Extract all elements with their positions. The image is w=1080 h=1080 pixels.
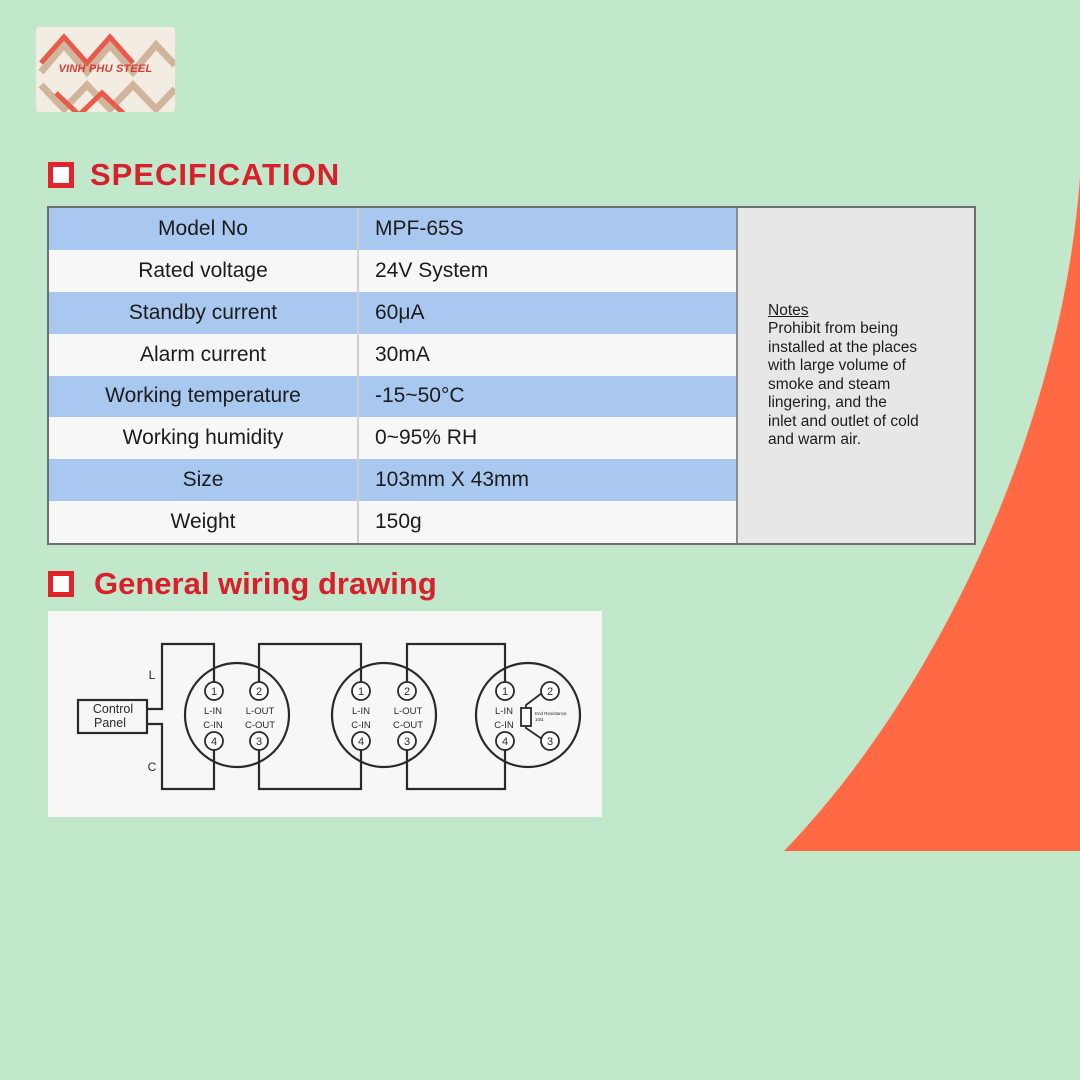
table-row — [49, 208, 736, 250]
terminal-number: 2 — [255, 686, 263, 698]
spec-value: 30mA — [358, 334, 736, 376]
table-row — [49, 376, 736, 418]
notes-line: smoke and steam — [768, 375, 891, 393]
square-bullet-icon — [48, 571, 74, 597]
spec-label: Working humidity — [49, 417, 358, 459]
terminal-number: 3 — [546, 736, 554, 748]
notes-line: inlet and outlet of cold — [768, 412, 919, 430]
spec-value: 0~95% RH — [358, 417, 736, 459]
table-row — [49, 501, 736, 543]
end-resistance-label: End Resistance — [535, 711, 567, 716]
spec-value: 24V System — [358, 250, 736, 292]
notes-title: Notes — [768, 301, 809, 319]
terminal-label: L-IN — [204, 706, 222, 717]
line-l-label: L — [148, 668, 156, 682]
notes-line: lingering, and the — [768, 394, 887, 411]
terminal-label: C-IN — [351, 720, 371, 731]
spec-label: Standby current — [49, 292, 358, 334]
terminal-label: C-IN — [203, 720, 223, 731]
specification-table — [49, 208, 736, 543]
spec-value: 103mm X 43mm — [358, 459, 736, 501]
notes-line: installed at the places — [768, 338, 918, 356]
table-row — [49, 292, 736, 334]
notes-line: and warm air. — [768, 431, 862, 448]
end-resistor-icon — [521, 693, 542, 739]
table-row — [49, 334, 736, 376]
specification-title: SPECIFICATION — [90, 157, 341, 192]
notes-line: with large volume of — [768, 357, 906, 374]
notes-line: Prohibit from being — [768, 320, 899, 337]
terminal-number: 2 — [403, 686, 411, 698]
terminal-number: 1 — [501, 686, 509, 698]
terminal-number: 4 — [210, 736, 218, 748]
spec-label: Rated voltage — [49, 250, 358, 292]
terminal-number: 1 — [210, 686, 218, 698]
wiring-title: General wiring drawing — [94, 566, 437, 601]
terminal-label: C-IN — [494, 720, 514, 731]
terminal-label: L-IN — [352, 706, 370, 717]
brand-name: VINH PHU STEEL — [58, 63, 153, 75]
spec-label: Working temperature — [49, 376, 358, 418]
notes-box — [736, 208, 974, 543]
terminal-number: 4 — [357, 736, 365, 748]
terminal-label: L-IN — [495, 706, 513, 717]
table-row — [49, 459, 736, 501]
wiring-diagram-svg — [48, 611, 602, 817]
brand-logo — [36, 27, 175, 112]
line-c-label: C — [147, 760, 157, 774]
spec-value: 150g — [358, 501, 736, 543]
terminal-number: 4 — [501, 736, 509, 748]
spec-label: Model No — [49, 208, 358, 250]
terminal-label: C-OUT — [244, 720, 276, 731]
spec-value: -15~50°C — [358, 376, 736, 418]
wiring-heading — [48, 566, 437, 602]
terminal-label: L-OUT — [245, 706, 275, 717]
specification-panel — [47, 206, 976, 545]
spec-label: Alarm current — [49, 334, 358, 376]
terminal-number: 1 — [357, 686, 365, 698]
control-panel-label: Panel — [94, 716, 126, 730]
terminal-number: 3 — [403, 736, 411, 748]
wiring-diagram — [48, 611, 602, 817]
end-resistance-value: 10Ω — [535, 717, 544, 722]
spec-label: Weight — [49, 501, 358, 543]
terminal-number: 2 — [546, 686, 554, 698]
square-bullet-icon — [48, 162, 74, 188]
control-panel-label: Control — [92, 702, 134, 716]
terminal-label: L-OUT — [393, 706, 423, 717]
table-row — [49, 417, 736, 459]
terminal-label: C-OUT — [392, 720, 424, 731]
terminal-number: 3 — [255, 736, 263, 748]
spec-value: 60μA — [358, 292, 736, 334]
spec-label: Size — [49, 459, 358, 501]
table-row — [49, 250, 736, 292]
specification-heading — [48, 157, 340, 193]
spec-value: MPF-65S — [358, 208, 736, 250]
